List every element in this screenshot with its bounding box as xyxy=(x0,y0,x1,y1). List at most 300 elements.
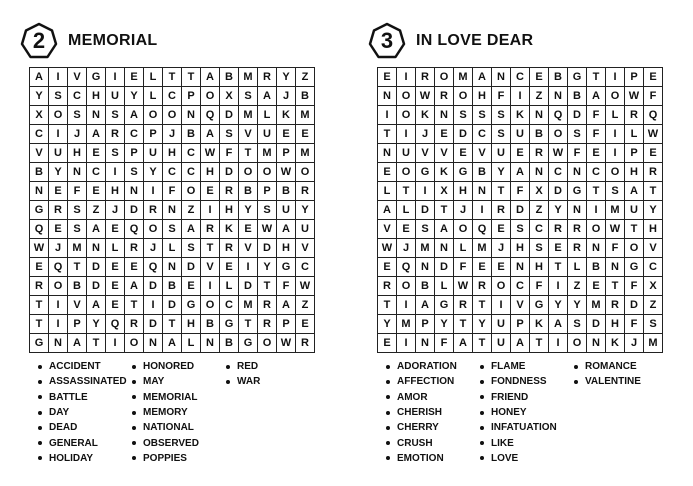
grid-cell[interactable]: R xyxy=(125,239,144,258)
grid-cell[interactable]: C xyxy=(587,163,606,182)
grid-cell[interactable]: W xyxy=(644,125,663,144)
grid-cell[interactable]: I xyxy=(549,277,568,296)
grid-cell[interactable]: A xyxy=(511,163,530,182)
grid-cell[interactable]: Y xyxy=(549,201,568,220)
grid-cell[interactable]: C xyxy=(530,220,549,239)
grid-cell[interactable]: I xyxy=(473,201,492,220)
grid-cell[interactable]: B xyxy=(587,258,606,277)
grid-cell[interactable]: H xyxy=(68,144,87,163)
grid-cell[interactable]: S xyxy=(49,87,68,106)
grid-cell[interactable]: P xyxy=(182,87,201,106)
grid-cell[interactable]: Z xyxy=(530,87,549,106)
grid-cell[interactable]: T xyxy=(492,182,511,201)
grid-cell[interactable]: I xyxy=(49,315,68,334)
grid-cell[interactable]: N xyxy=(473,182,492,201)
grid-cell[interactable]: M xyxy=(644,334,663,353)
grid-cell[interactable]: P xyxy=(258,182,277,201)
grid-cell[interactable]: Q xyxy=(144,258,163,277)
grid-cell[interactable]: N xyxy=(125,182,144,201)
grid-cell[interactable]: O xyxy=(296,163,315,182)
grid-cell[interactable]: K xyxy=(277,106,296,125)
grid-cell[interactable]: R xyxy=(258,68,277,87)
grid-cell[interactable]: E xyxy=(435,125,454,144)
grid-cell[interactable]: L xyxy=(378,182,397,201)
grid-cell[interactable]: N xyxy=(182,106,201,125)
grid-cell[interactable]: D xyxy=(87,258,106,277)
grid-cell[interactable]: D xyxy=(239,277,258,296)
grid-cell[interactable]: D xyxy=(625,296,644,315)
grid-cell[interactable]: L xyxy=(625,125,644,144)
grid-cell[interactable]: B xyxy=(568,87,587,106)
grid-cell[interactable]: V xyxy=(378,220,397,239)
grid-cell[interactable]: T xyxy=(606,277,625,296)
grid-cell[interactable]: J xyxy=(68,125,87,144)
grid-cell[interactable]: D xyxy=(549,182,568,201)
grid-cell[interactable]: L xyxy=(258,106,277,125)
grid-cell[interactable]: H xyxy=(511,239,530,258)
grid-cell[interactable]: A xyxy=(201,68,220,87)
grid-cell[interactable]: V xyxy=(239,239,258,258)
grid-cell[interactable]: A xyxy=(163,334,182,353)
grid-cell[interactable]: O xyxy=(182,182,201,201)
grid-cell[interactable]: M xyxy=(239,296,258,315)
grid-cell[interactable]: T xyxy=(239,144,258,163)
grid-cell[interactable]: A xyxy=(125,106,144,125)
grid-cell[interactable]: T xyxy=(163,315,182,334)
grid-cell[interactable]: H xyxy=(163,144,182,163)
grid-cell[interactable]: L xyxy=(144,68,163,87)
grid-cell[interactable]: O xyxy=(435,68,454,87)
grid-cell[interactable]: L xyxy=(144,87,163,106)
grid-cell[interactable]: E xyxy=(49,182,68,201)
grid-cell[interactable]: Y xyxy=(435,315,454,334)
grid-cell[interactable]: Y xyxy=(125,87,144,106)
grid-cell[interactable]: P xyxy=(416,315,435,334)
grid-cell[interactable]: K xyxy=(220,220,239,239)
grid-cell[interactable]: R xyxy=(125,315,144,334)
grid-cell[interactable]: A xyxy=(87,296,106,315)
grid-cell[interactable]: B xyxy=(549,68,568,87)
grid-cell[interactable]: G xyxy=(220,315,239,334)
grid-cell[interactable]: V xyxy=(239,125,258,144)
grid-cell[interactable]: Q xyxy=(201,106,220,125)
grid-cell[interactable]: U xyxy=(144,144,163,163)
grid-cell[interactable]: E xyxy=(397,220,416,239)
grid-cell[interactable]: R xyxy=(416,68,435,87)
grid-cell[interactable]: L xyxy=(106,239,125,258)
grid-cell[interactable]: Y xyxy=(87,315,106,334)
grid-cell[interactable]: O xyxy=(397,106,416,125)
grid-cell[interactable]: N xyxy=(68,163,87,182)
grid-cell[interactable]: T xyxy=(587,68,606,87)
grid-cell[interactable]: N xyxy=(87,106,106,125)
grid-cell[interactable]: S xyxy=(239,87,258,106)
grid-cell[interactable]: A xyxy=(549,315,568,334)
grid-cell[interactable]: C xyxy=(30,125,49,144)
grid-cell[interactable]: R xyxy=(258,315,277,334)
grid-cell[interactable]: O xyxy=(49,106,68,125)
grid-cell[interactable]: N xyxy=(568,201,587,220)
grid-cell[interactable]: T xyxy=(125,296,144,315)
grid-cell[interactable]: F xyxy=(220,144,239,163)
grid-cell[interactable]: H xyxy=(530,258,549,277)
grid-cell[interactable]: U xyxy=(492,315,511,334)
grid-cell[interactable]: G xyxy=(277,258,296,277)
grid-cell[interactable]: S xyxy=(106,144,125,163)
grid-cell[interactable]: A xyxy=(277,220,296,239)
grid-cell[interactable]: Y xyxy=(30,87,49,106)
grid-cell[interactable]: W xyxy=(606,220,625,239)
grid-cell[interactable]: E xyxy=(239,220,258,239)
grid-cell[interactable]: L xyxy=(163,239,182,258)
grid-cell[interactable]: O xyxy=(606,163,625,182)
grid-cell[interactable]: O xyxy=(549,125,568,144)
grid-cell[interactable]: B xyxy=(201,315,220,334)
grid-cell[interactable]: R xyxy=(530,144,549,163)
grid-cell[interactable]: H xyxy=(644,220,663,239)
grid-cell[interactable]: T xyxy=(397,182,416,201)
grid-cell[interactable]: S xyxy=(220,125,239,144)
grid-cell[interactable]: D xyxy=(568,106,587,125)
grid-cell[interactable]: C xyxy=(163,87,182,106)
grid-cell[interactable]: L xyxy=(435,277,454,296)
grid-cell[interactable]: T xyxy=(530,334,549,353)
grid-cell[interactable]: L xyxy=(568,258,587,277)
grid-cell[interactable]: O xyxy=(492,277,511,296)
grid-cell[interactable]: I xyxy=(397,68,416,87)
grid-cell[interactable]: N xyxy=(435,106,454,125)
grid-cell[interactable]: M xyxy=(397,315,416,334)
grid-cell[interactable]: W xyxy=(454,277,473,296)
grid-cell[interactable]: I xyxy=(106,163,125,182)
grid-cell[interactable]: I xyxy=(549,334,568,353)
grid-cell[interactable]: H xyxy=(606,315,625,334)
grid-cell[interactable]: A xyxy=(435,220,454,239)
grid-cell[interactable]: G xyxy=(530,296,549,315)
grid-cell[interactable]: O xyxy=(397,163,416,182)
grid-cell[interactable]: M xyxy=(68,239,87,258)
grid-cell[interactable]: W xyxy=(30,239,49,258)
grid-cell[interactable]: S xyxy=(125,163,144,182)
grid-cell[interactable]: T xyxy=(587,182,606,201)
grid-cell[interactable]: F xyxy=(68,182,87,201)
grid-cell[interactable]: D xyxy=(416,201,435,220)
grid-cell[interactable]: N xyxy=(30,182,49,201)
grid-cell[interactable]: E xyxy=(296,125,315,144)
grid-cell[interactable]: S xyxy=(258,201,277,220)
grid-cell[interactable]: O xyxy=(125,334,144,353)
grid-cell[interactable]: E xyxy=(492,258,511,277)
grid-cell[interactable]: E xyxy=(106,220,125,239)
grid-cell[interactable]: H xyxy=(87,87,106,106)
grid-cell[interactable]: R xyxy=(435,87,454,106)
grid-cell[interactable]: V xyxy=(296,239,315,258)
grid-cell[interactable]: M xyxy=(587,296,606,315)
grid-cell[interactable]: D xyxy=(435,258,454,277)
grid-cell[interactable]: N xyxy=(606,258,625,277)
grid-cell[interactable]: S xyxy=(492,125,511,144)
grid-cell[interactable]: C xyxy=(87,163,106,182)
grid-cell[interactable]: C xyxy=(163,163,182,182)
grid-cell[interactable]: R xyxy=(568,239,587,258)
grid-cell[interactable]: P xyxy=(125,144,144,163)
grid-cell[interactable]: J xyxy=(416,125,435,144)
grid-cell[interactable]: W xyxy=(258,220,277,239)
grid-cell[interactable]: P xyxy=(625,68,644,87)
grid-cell[interactable]: O xyxy=(144,220,163,239)
grid-cell[interactable]: A xyxy=(30,68,49,87)
grid-cell[interactable]: Y xyxy=(296,201,315,220)
grid-cell[interactable]: Q xyxy=(473,220,492,239)
grid-cell[interactable]: A xyxy=(182,220,201,239)
grid-cell[interactable]: M xyxy=(454,68,473,87)
grid-cell[interactable]: I xyxy=(144,296,163,315)
grid-cell[interactable]: A xyxy=(258,87,277,106)
grid-cell[interactable]: O xyxy=(454,220,473,239)
grid-cell[interactable]: F xyxy=(587,106,606,125)
grid-cell[interactable]: E xyxy=(644,144,663,163)
grid-cell[interactable]: E xyxy=(49,220,68,239)
grid-cell[interactable]: F xyxy=(435,334,454,353)
grid-cell[interactable]: S xyxy=(416,220,435,239)
grid-cell[interactable]: O xyxy=(568,334,587,353)
letter-grid[interactable] xyxy=(29,67,315,353)
grid-cell[interactable]: R xyxy=(378,277,397,296)
grid-cell[interactable]: Z xyxy=(182,201,201,220)
grid-cell[interactable]: E xyxy=(530,68,549,87)
grid-cell[interactable]: B xyxy=(530,125,549,144)
grid-cell[interactable]: L xyxy=(397,201,416,220)
grid-cell[interactable]: P xyxy=(144,125,163,144)
grid-cell[interactable]: V xyxy=(68,296,87,315)
grid-cell[interactable]: E xyxy=(87,144,106,163)
grid-cell[interactable]: N xyxy=(201,334,220,353)
grid-cell[interactable]: P xyxy=(277,144,296,163)
grid-cell[interactable]: Q xyxy=(106,315,125,334)
grid-cell[interactable]: N xyxy=(435,239,454,258)
grid-cell[interactable]: G xyxy=(568,68,587,87)
grid-cell[interactable]: E xyxy=(125,68,144,87)
grid-cell[interactable]: Y xyxy=(49,163,68,182)
grid-cell[interactable]: S xyxy=(68,220,87,239)
grid-cell[interactable]: N xyxy=(378,87,397,106)
grid-cell[interactable]: E xyxy=(378,258,397,277)
grid-cell[interactable]: S xyxy=(68,106,87,125)
grid-cell[interactable]: R xyxy=(568,220,587,239)
grid-cell[interactable]: O xyxy=(258,334,277,353)
grid-cell[interactable]: U xyxy=(492,334,511,353)
grid-cell[interactable]: Y xyxy=(378,315,397,334)
grid-cell[interactable]: I xyxy=(397,296,416,315)
grid-cell[interactable]: W xyxy=(549,144,568,163)
grid-cell[interactable]: F xyxy=(644,87,663,106)
grid-cell[interactable]: X xyxy=(530,182,549,201)
grid-cell[interactable]: R xyxy=(549,220,568,239)
grid-cell[interactable]: Y xyxy=(473,315,492,334)
grid-cell[interactable]: H xyxy=(473,87,492,106)
grid-cell[interactable]: J xyxy=(397,239,416,258)
grid-cell[interactable]: W xyxy=(378,239,397,258)
grid-cell[interactable]: F xyxy=(492,87,511,106)
grid-cell[interactable]: A xyxy=(277,296,296,315)
grid-cell[interactable]: G xyxy=(30,334,49,353)
grid-cell[interactable]: S xyxy=(473,106,492,125)
grid-cell[interactable]: U xyxy=(258,125,277,144)
grid-cell[interactable]: E xyxy=(492,220,511,239)
grid-cell[interactable]: I xyxy=(492,296,511,315)
grid-cell[interactable]: I xyxy=(49,68,68,87)
grid-cell[interactable]: S xyxy=(644,315,663,334)
grid-cell[interactable]: L xyxy=(606,106,625,125)
grid-cell[interactable]: I xyxy=(106,334,125,353)
grid-cell[interactable]: U xyxy=(625,201,644,220)
grid-cell[interactable]: M xyxy=(416,239,435,258)
grid-cell[interactable]: Z xyxy=(530,201,549,220)
grid-cell[interactable]: D xyxy=(163,296,182,315)
grid-cell[interactable]: E xyxy=(549,239,568,258)
grid-cell[interactable]: Y xyxy=(239,201,258,220)
grid-cell[interactable]: N xyxy=(568,163,587,182)
grid-cell[interactable]: A xyxy=(87,220,106,239)
grid-cell[interactable]: U xyxy=(492,144,511,163)
grid-cell[interactable]: V xyxy=(201,258,220,277)
grid-cell[interactable]: Y xyxy=(492,163,511,182)
grid-cell[interactable]: D xyxy=(182,258,201,277)
grid-cell[interactable]: T xyxy=(87,334,106,353)
grid-cell[interactable]: T xyxy=(454,315,473,334)
grid-cell[interactable]: V xyxy=(30,144,49,163)
grid-cell[interactable]: S xyxy=(182,239,201,258)
grid-cell[interactable]: D xyxy=(587,315,606,334)
grid-cell[interactable]: Z xyxy=(87,201,106,220)
grid-cell[interactable]: N xyxy=(530,106,549,125)
grid-cell[interactable]: O xyxy=(144,106,163,125)
grid-cell[interactable]: N xyxy=(49,334,68,353)
grid-cell[interactable]: F xyxy=(587,125,606,144)
grid-cell[interactable]: I xyxy=(416,182,435,201)
grid-cell[interactable]: E xyxy=(106,296,125,315)
grid-cell[interactable]: H xyxy=(182,315,201,334)
grid-cell[interactable]: L xyxy=(454,239,473,258)
grid-cell[interactable]: R xyxy=(454,296,473,315)
grid-cell[interactable]: B xyxy=(239,182,258,201)
grid-cell[interactable]: O xyxy=(239,163,258,182)
grid-cell[interactable]: T xyxy=(644,182,663,201)
grid-cell[interactable]: G xyxy=(416,163,435,182)
grid-cell[interactable]: K xyxy=(416,106,435,125)
grid-cell[interactable]: K xyxy=(435,163,454,182)
grid-cell[interactable]: N xyxy=(378,144,397,163)
grid-cell[interactable]: D xyxy=(220,106,239,125)
grid-cell[interactable]: K xyxy=(530,315,549,334)
grid-cell[interactable]: X xyxy=(30,106,49,125)
grid-cell[interactable]: H xyxy=(277,239,296,258)
grid-cell[interactable]: M xyxy=(258,144,277,163)
grid-cell[interactable]: R xyxy=(606,296,625,315)
grid-cell[interactable]: I xyxy=(587,201,606,220)
grid-cell[interactable]: S xyxy=(568,125,587,144)
grid-cell[interactable]: W xyxy=(277,334,296,353)
grid-cell[interactable]: G xyxy=(30,201,49,220)
grid-cell[interactable]: E xyxy=(296,315,315,334)
grid-cell[interactable]: B xyxy=(163,277,182,296)
grid-cell[interactable]: I xyxy=(201,201,220,220)
grid-cell[interactable]: R xyxy=(296,182,315,201)
grid-cell[interactable]: T xyxy=(239,315,258,334)
grid-cell[interactable]: R xyxy=(492,201,511,220)
grid-cell[interactable]: J xyxy=(106,201,125,220)
grid-cell[interactable]: N xyxy=(530,163,549,182)
grid-cell[interactable]: N xyxy=(416,258,435,277)
grid-cell[interactable]: L xyxy=(182,334,201,353)
grid-cell[interactable]: D xyxy=(454,125,473,144)
grid-cell[interactable]: V xyxy=(473,144,492,163)
grid-cell[interactable]: H xyxy=(201,163,220,182)
grid-cell[interactable]: I xyxy=(606,144,625,163)
grid-cell[interactable]: E xyxy=(106,258,125,277)
grid-cell[interactable]: W xyxy=(277,163,296,182)
grid-cell[interactable]: R xyxy=(625,106,644,125)
grid-cell[interactable]: I xyxy=(144,182,163,201)
grid-cell[interactable]: O xyxy=(625,239,644,258)
grid-cell[interactable]: E xyxy=(182,277,201,296)
grid-cell[interactable]: R xyxy=(220,182,239,201)
grid-cell[interactable]: Z xyxy=(296,68,315,87)
grid-cell[interactable]: Y xyxy=(144,163,163,182)
grid-cell[interactable]: A xyxy=(68,334,87,353)
grid-cell[interactable]: W xyxy=(296,277,315,296)
grid-cell[interactable]: H xyxy=(106,182,125,201)
grid-cell[interactable]: E xyxy=(106,277,125,296)
grid-cell[interactable]: I xyxy=(511,87,530,106)
grid-cell[interactable]: P xyxy=(625,144,644,163)
grid-cell[interactable]: E xyxy=(587,144,606,163)
grid-cell[interactable]: E xyxy=(473,258,492,277)
grid-cell[interactable]: R xyxy=(49,201,68,220)
grid-cell[interactable]: E xyxy=(277,125,296,144)
grid-cell[interactable]: D xyxy=(144,277,163,296)
grid-cell[interactable]: A xyxy=(587,87,606,106)
grid-cell[interactable]: N xyxy=(587,239,606,258)
grid-cell[interactable]: S xyxy=(68,201,87,220)
grid-cell[interactable]: T xyxy=(549,258,568,277)
grid-cell[interactable]: J xyxy=(492,239,511,258)
grid-cell[interactable]: O xyxy=(606,87,625,106)
grid-cell[interactable]: S xyxy=(106,106,125,125)
grid-cell[interactable]: T xyxy=(435,201,454,220)
grid-cell[interactable]: T xyxy=(378,296,397,315)
grid-cell[interactable]: F xyxy=(163,182,182,201)
grid-cell[interactable]: Z xyxy=(296,296,315,315)
grid-cell[interactable]: X xyxy=(220,87,239,106)
grid-cell[interactable]: C xyxy=(511,68,530,87)
grid-cell[interactable]: D xyxy=(258,239,277,258)
grid-cell[interactable]: M xyxy=(296,106,315,125)
grid-cell[interactable]: N xyxy=(163,201,182,220)
grid-cell[interactable]: K xyxy=(606,334,625,353)
grid-cell[interactable]: A xyxy=(454,334,473,353)
grid-cell[interactable]: A xyxy=(378,201,397,220)
grid-cell[interactable]: Q xyxy=(49,258,68,277)
grid-cell[interactable]: N xyxy=(87,239,106,258)
grid-cell[interactable]: R xyxy=(106,125,125,144)
grid-cell[interactable]: N xyxy=(163,258,182,277)
grid-cell[interactable]: R xyxy=(258,296,277,315)
grid-cell[interactable]: G xyxy=(568,182,587,201)
grid-cell[interactable]: J xyxy=(144,239,163,258)
grid-cell[interactable]: Q xyxy=(125,220,144,239)
grid-cell[interactable]: N xyxy=(492,68,511,87)
